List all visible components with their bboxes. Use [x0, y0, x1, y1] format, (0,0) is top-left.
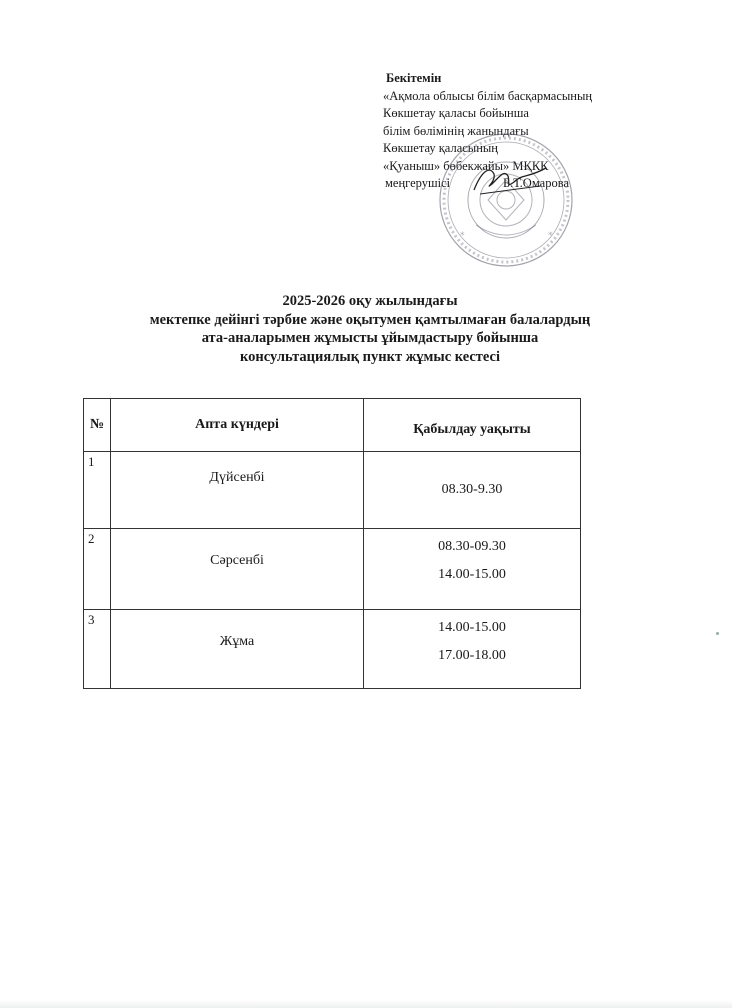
header-number: № — [84, 399, 111, 452]
scan-edge — [0, 1000, 732, 1008]
table-row — [84, 610, 581, 689]
row-number: 2 — [84, 529, 111, 610]
time-cell — [364, 610, 581, 689]
approval-line-5: «Қуаныш» бөбекжайы» МҚКК — [383, 158, 549, 173]
scan-speck — [716, 632, 719, 635]
time-cell — [364, 529, 581, 610]
reception-time: 08.30-9.30 — [441, 482, 503, 497]
table-row — [84, 529, 581, 610]
signature-icon — [470, 160, 550, 200]
reception-time: 14.00-15.00 — [438, 620, 506, 635]
header-weekdays: Апта күндері — [111, 399, 364, 452]
title-line-2: мектепке дейінгі тәрбие және оқытумен қамтылмаған балалардың — [149, 311, 591, 328]
approval-line-2: Көкшетау қаласы бойынша — [383, 106, 529, 120]
weekday: Жұма — [219, 634, 255, 649]
table-row — [84, 452, 581, 529]
weekday-cell — [111, 610, 364, 689]
header-reception-time: Қабылдау уақыты — [364, 399, 581, 452]
official-seal-icon — [436, 130, 576, 270]
row-number: 3 — [84, 610, 111, 689]
signer-name: Б.Т.Омарова — [503, 176, 569, 190]
reception-time: 14.00-15.00 — [438, 567, 506, 582]
title-line-1: 2025-2026 оқу жылындағы — [282, 293, 458, 309]
reception-time: 08.30-09.30 — [438, 539, 506, 554]
title-line-3: ата-аналарымен жұмысты ұйымдастыру бойынша — [201, 330, 539, 346]
title-line-4: консультациялық пункт жұмыс кестесі — [239, 348, 501, 365]
weekday: Сәрсенбі — [210, 553, 264, 568]
schedule-table — [83, 398, 581, 689]
approval-line-1: «Ақмола облысы білім басқармасының — [383, 88, 593, 103]
reception-time: 17.00-18.00 — [438, 648, 506, 663]
weekday: Дүйсенбі — [209, 470, 265, 485]
weekday-cell — [111, 452, 364, 529]
weekday-cell — [111, 529, 364, 610]
row-number: 1 — [84, 452, 111, 529]
table-header-row — [84, 399, 581, 452]
time-cell — [364, 452, 581, 529]
svg-text:*: * — [548, 231, 553, 241]
svg-text:*: * — [460, 231, 465, 241]
approval-title: Бекітемін — [386, 71, 442, 85]
document-title — [80, 292, 660, 366]
signer-role: меңгерушісі — [385, 176, 451, 190]
approval-line-3: білім бөлімінің жанындағы — [383, 123, 529, 138]
approval-line-4: Көкшетау қаласының — [383, 141, 498, 155]
